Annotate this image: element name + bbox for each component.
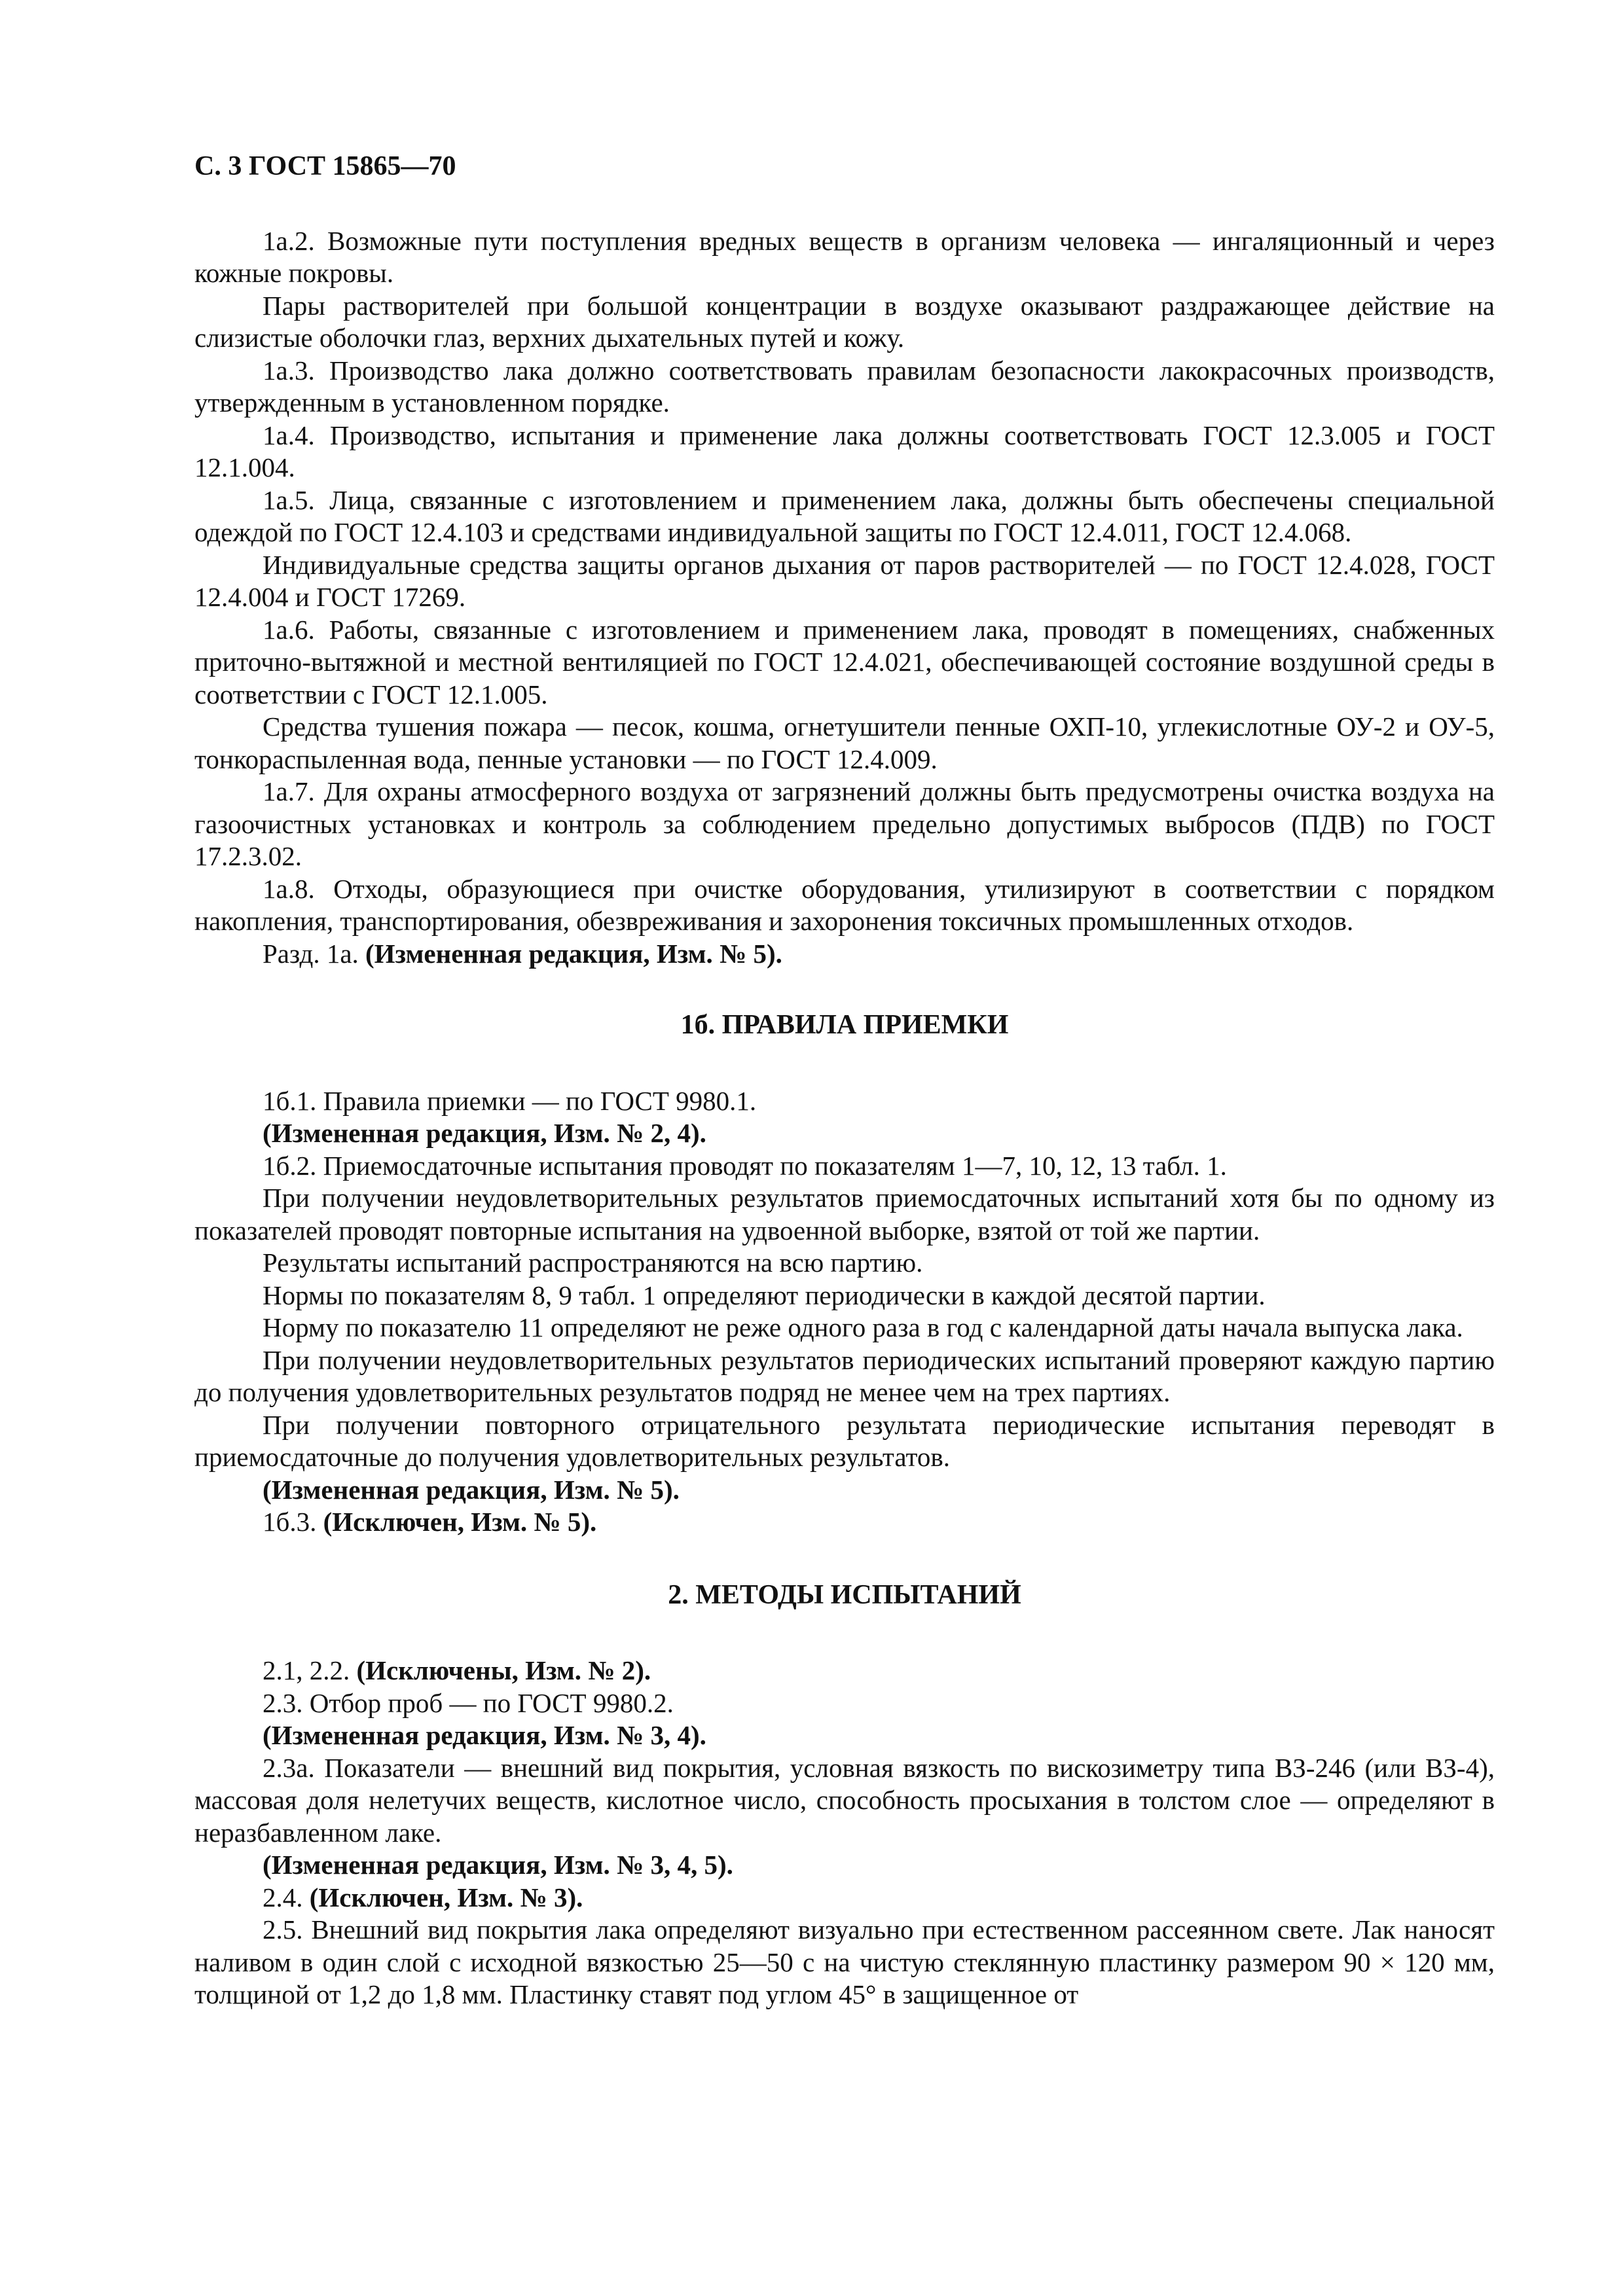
clause-number: 2.1, 2.2. (263, 1655, 357, 1685)
paragraph-section-1a-note (194, 938, 1495, 971)
paragraph-solvent-vapors: Пары растворителей при большой концентрации в воздухе оказывают раздражающее действие на слизистые оболочки глаз, верхних дыхательных путей и кожу. (194, 290, 1495, 353)
section-ref: Разд. 1а. (263, 938, 366, 969)
paragraph-1b3 (194, 1506, 1495, 1539)
section-title-acceptance-rules: 1б. ПРАВИЛА ПРИЕМКИ (680, 1010, 1009, 1040)
clause-number: 2.4. (263, 1882, 310, 1912)
paragraph-1a6: 1а.6. Работы, связанные с изготовлением и применением лака, проводят в помещениях, снабженных приточно-вытяжной и местной вентиляцией по ГОСТ 12.4.021, обеспечивающей состояние воздушной среды в соответствии с ГОСТ 12.1.005. (194, 614, 1495, 709)
amendment-note: (Исключены, Изм. № 2). (356, 1655, 651, 1685)
page-header: С. 3 ГОСТ 15865—70 (194, 151, 456, 181)
amendment-note: (Измененная редакция, Изм. № 5). (365, 938, 782, 969)
paragraph-2-3a: 2.3а. Показатели — внешний вид покрытия, условная вязкость по вискозиметру типа ВЗ-246 (или ВЗ-4), массовая доля нелетучих веществ, кислотное число, способность просыхания в толстом слое — определяют в неразбавленном лаке. (194, 1752, 1495, 1848)
amendment-note: (Измененная редакция, Изм. № 5). (263, 1474, 680, 1505)
paragraph-norm-11: Норму по показателю 11 определяют не реже одного раза в год с календарной даты начала выпуска лака. (263, 1312, 1463, 1342)
paragraph-1a4: 1а.4. Производство, испытания и применение лака должны соответствовать ГОСТ 12.3.005 и ГОСТ 12.1.004. (194, 420, 1495, 482)
paragraph-respiratory-protection: Индивидуальные средства защиты органов дыхания от паров растворителей — по ГОСТ 12.4.028, ГОСТ 12.4.004 и ГОСТ 17269. (194, 549, 1495, 612)
paragraph-1a7: 1а.7. Для охраны атмосферного воздуха от загрязнений должны быть предусмотрены очистка воздуха на газоочистных установках и контроль за соблюдением предельно допустимых выбросов (ПДВ) по ГОСТ 17.2.3.02. (194, 776, 1495, 871)
paragraph-2-4 (194, 1882, 1495, 1914)
clause-number: 1б.3. (263, 1507, 323, 1537)
paragraph-2-1-2-2 (194, 1655, 1495, 1687)
paragraph-2-5: 2.5. Внешний вид покрытия лака определяют визуально при естественном рассеянном свете. Лак наносят наливом в один слой с исходной вязкостью 25—50 с на чистую стеклянную пластинку размером 90 × 120 мм, толщиной от 1,2 до 1,8 мм. Пластинку ставят под углом 45° в защищенное от (194, 1914, 1495, 2009)
paragraph-fire-extinguishing: Средства тушения пожара — песок, кошма, огнетушители пенные ОХП-10, углекислотные ОУ-2 и ОУ-5, тонкораспыленная вода, пенные установки — по ГОСТ 12.4.009. (194, 711, 1495, 774)
paragraph-1b1: 1б.1. Правила приемки — по ГОСТ 9980.1. (263, 1085, 757, 1116)
paragraph-1a5: 1а.5. Лица, связанные с изготовлением и применением лака, должны быть обеспечены специальной одеждой по ГОСТ 12.4.103 и средствами индивидуальной защиты по ГОСТ 12.4.011, ГОСТ 12.4.068. (194, 484, 1495, 547)
paragraph-repeated-failure: При получении повторного отрицательного результата периодические испытания переводят в приемосдаточные до получения удовлетворительных результатов. (194, 1409, 1495, 1472)
amendment-note: (Измененная редакция, Изм. № 3, 4, 5). (263, 1850, 733, 1880)
paragraph-1a8: 1а.8. Отходы, образующиеся при очистке оборудования, утилизируют в соответствии с порядком накопления, транспортирования, обезвреживания и захоронения токсичных промышленных отходов. (194, 873, 1495, 936)
paragraph-1a3: 1а.3. Производство лака должно соответствовать правилам безопасности лакокрасочных производств, утвержденным в установленном порядке. (194, 355, 1495, 418)
paragraph-retest: При получении неудовлетворительных результатов приемосдаточных испытаний хотя бы по одному из показателей проводят повторные испытания на удвоенной выборке, взятой от той же партии. (194, 1183, 1495, 1246)
paragraph-1a2: 1а.2. Возможные пути поступления вредных веществ в организм человека — ингаляционный и через кожные покровы. (194, 225, 1495, 288)
paragraph-1b2: 1б.2. Приемосдаточные испытания проводят по показателям 1—7, 10, 12, 13 табл. 1. (263, 1150, 1227, 1181)
paragraph-periodic-norms: Нормы по показателям 8, 9 табл. 1 определяют периодически в каждой десятой партии. (263, 1280, 1266, 1310)
amendment-note: (Измененная редакция, Изм. № 3, 4). (263, 1720, 706, 1750)
amendment-note: (Исключен, Изм. № 3). (309, 1882, 583, 1912)
amendment-note: (Измененная редакция, Изм. № 2, 4). (263, 1118, 706, 1148)
paragraph-results-apply: Результаты испытаний распространяются на всю партию. (263, 1247, 923, 1278)
section-title-test-methods: 2. МЕТОДЫ ИСПЫТАНИЙ (668, 1579, 1021, 1610)
document-page (194, 151, 1495, 2011)
amendment-note: (Исключен, Изм. № 5). (323, 1507, 597, 1537)
paragraph-2-3: 2.3. Отбор проб — по ГОСТ 9980.2. (263, 1687, 674, 1718)
paragraph-periodic-failure: При получении неудовлетворительных результатов периодических испытаний проверяют каждую партию до получения удовлетворительных результатов подряд не менее чем на трех партиях. (194, 1344, 1495, 1407)
